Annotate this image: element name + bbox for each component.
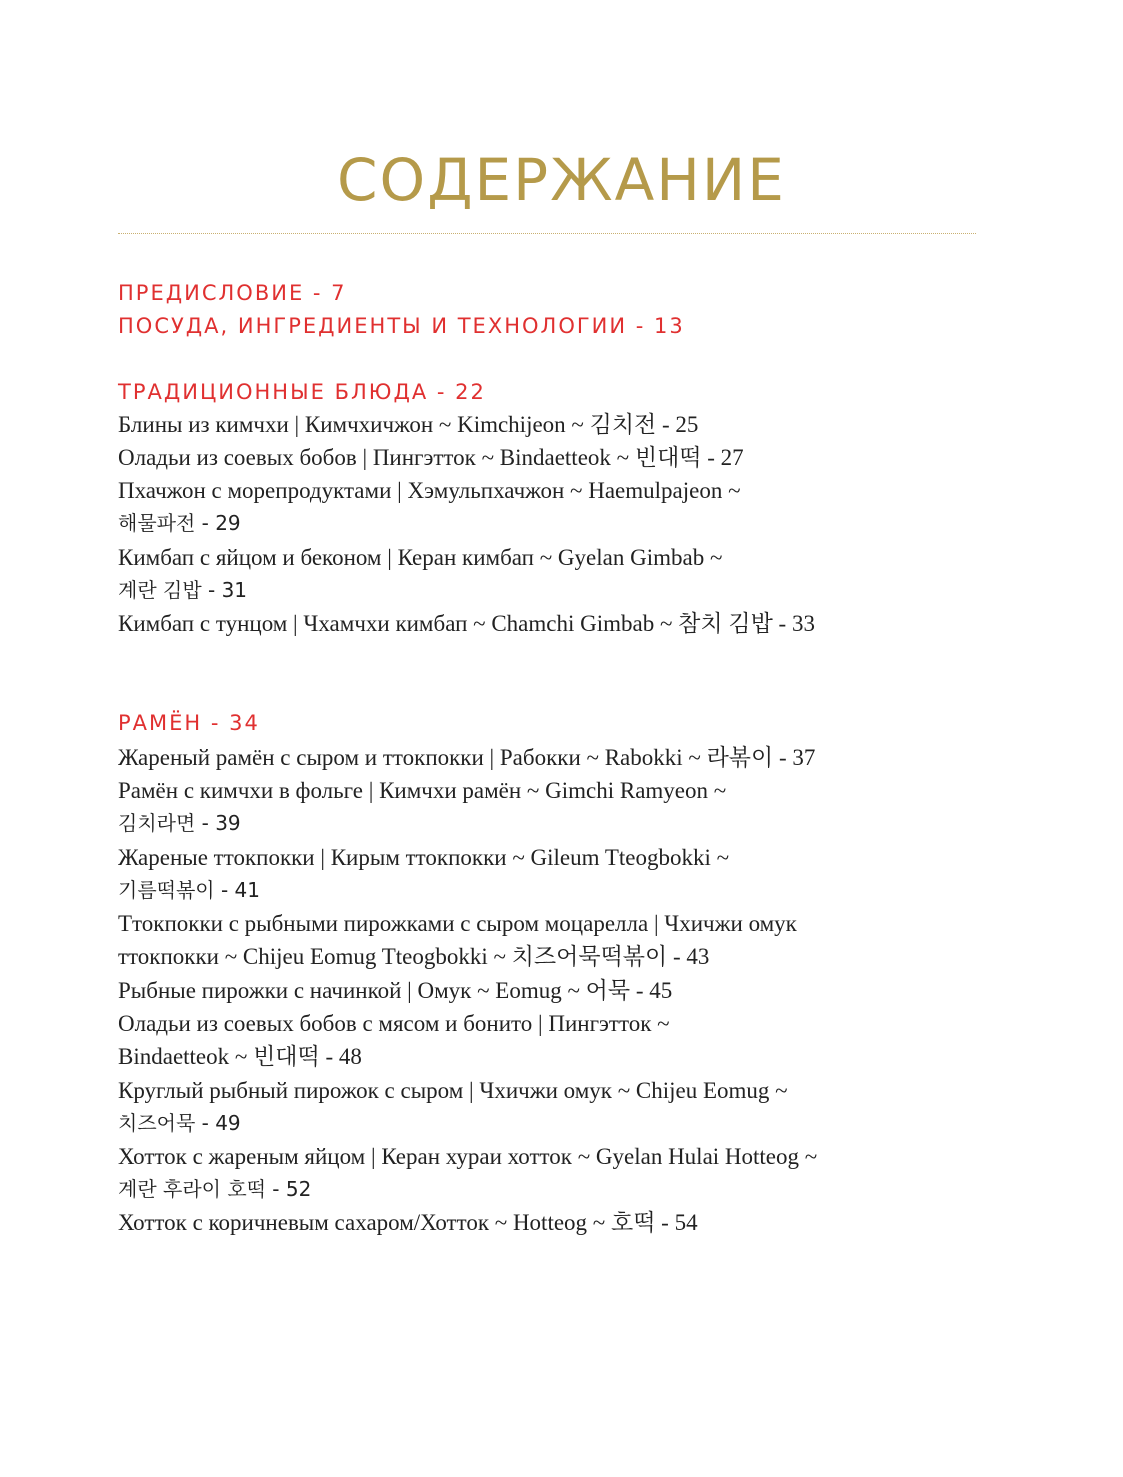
toc-entry-line: Кимбап с яйцом и беконом | Керан кимбап ~ Gyelan Gimbab ~ xyxy=(118,545,723,570)
toc-entry xyxy=(118,741,998,774)
section-heading-traditional: ТРАДИЦИОННЫЕ БЛЮДА - 22 xyxy=(118,380,486,404)
title-divider xyxy=(118,233,976,234)
toc-entry-line: 해물파전 - 29 xyxy=(118,511,241,535)
toc-entry-line: Рыбные пирожки с начинкой | Омук ~ Eomug ~ 어묵 - 45 xyxy=(118,978,673,1003)
toc-entry-line: Рамён с кимчхи в фольге | Кимчхи рамён ~ Gimchi Ramyeon ~ xyxy=(118,778,727,803)
toc-entry-line: 치즈어묵 - 49 xyxy=(118,1111,241,1135)
toc-entry-line: 계란 후라이 호떡 - 52 xyxy=(118,1177,312,1201)
toc-entry-line: Кимбап с тунцом | Чхамчхи кимбап ~ Chamchi Gimbab ~ 참치 김밥 - 33 xyxy=(118,611,815,636)
toc-entry xyxy=(118,907,998,973)
toc-entry xyxy=(118,1007,998,1073)
toc-entry xyxy=(118,774,998,840)
section-heading-ramen: РАМЁН - 34 xyxy=(118,711,260,735)
toc-entry xyxy=(118,841,998,907)
toc-entry-line: Пхачжон с морепродуктами | Хэмульпхачжон ~ Haemulpajeon ~ xyxy=(118,478,741,503)
toc-entry-line: 김치라면 - 39 xyxy=(118,811,241,835)
toc-entry-line: Оладьи из соевых бобов с мясом и бонито | Пингэтток ~ xyxy=(118,1011,670,1036)
toc-entry-line: Хотток с коричневым сахаром/Хотток ~ Hotteog ~ 호떡 - 54 xyxy=(118,1210,698,1235)
toc-entry-line: Блины из кимчхи | Кимчхичжон ~ Kimchijeon ~ 김치전 - 25 xyxy=(118,412,699,437)
toc-entry-line: Ттокпокки с рыбными пирожками с сыром моцарелла | Чхичжи омук xyxy=(118,911,797,936)
toc-entry-line: Bindaetteok ~ 빈대떡 - 48 xyxy=(118,1044,362,1069)
page-title: СОДЕРЖАНИЕ xyxy=(337,146,786,214)
toc-entry xyxy=(118,441,998,474)
toc-entry xyxy=(118,474,998,540)
toc-entry-line: Жареный рамён с сыром и ттокпокки | Рабокки ~ Rabokki ~ 라볶이 - 37 xyxy=(118,745,816,770)
toc-heading-preface: ПРЕДИСЛОВИЕ - 7 xyxy=(118,281,347,305)
toc-entry xyxy=(118,408,998,441)
toc-entry-line: 기름떡볶이 - 41 xyxy=(118,878,260,902)
toc-heading-tools: ПОСУДА, ИНГРЕДИЕНТЫ И ТЕХНОЛОГИИ - 13 xyxy=(118,314,685,338)
toc-entry xyxy=(118,1074,998,1140)
toc-entry-line: Оладьи из соевых бобов | Пингэтток ~ Bindaetteok ~ 빈대떡 - 27 xyxy=(118,445,744,470)
toc-entry xyxy=(118,974,998,1007)
toc-entry xyxy=(118,607,998,640)
toc-entry-line: ттокпокки ~ Chijeu Eomug Tteogbokki ~ 치즈어묵떡볶이 - 43 xyxy=(118,944,710,969)
toc-entry-line: Хотток с жареным яйцом | Керан хураи хотток ~ Gyelan Hulai Hotteog ~ xyxy=(118,1144,818,1169)
toc-entry xyxy=(118,1140,998,1206)
toc-entry xyxy=(118,541,998,607)
toc-entry xyxy=(118,1206,998,1239)
toc-entry-line: Круглый рыбный пирожок с сыром | Чхичжи омук ~ Chijeu Eomug ~ xyxy=(118,1078,788,1103)
toc-entry-line: Жареные ттокпокки | Кирым ттокпокки ~ Gileum Tteogbokki ~ xyxy=(118,845,730,870)
toc-entry-line: 계란 김밥 - 31 xyxy=(118,578,248,602)
